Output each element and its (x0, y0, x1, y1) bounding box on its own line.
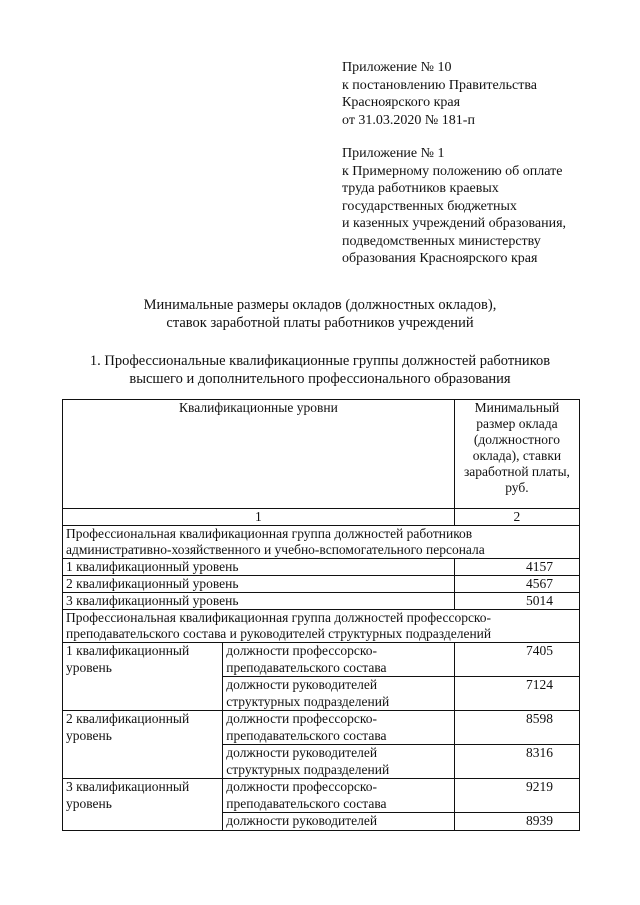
salary-value: 8939 (454, 813, 579, 831)
level-label: 1 квалификационный уровень (63, 559, 455, 576)
table-row (63, 643, 580, 677)
level-label: 2 квалификационный уровень (63, 576, 455, 593)
column-number-2: 2 (454, 509, 579, 526)
appendix-10-block (342, 59, 602, 129)
column-number-1: 1 (63, 509, 455, 526)
section-title (0, 352, 640, 388)
salary-value: 8598 (454, 711, 579, 745)
appendix-1-line: подведомственных министерству (342, 233, 541, 249)
salary-value: 9219 (454, 779, 579, 813)
table-header-row (63, 400, 580, 509)
salary-table (62, 399, 580, 831)
level-label: 2 квалификационный уровень (63, 711, 223, 779)
position-label: должности профессорско-преподавательского состава (223, 711, 455, 745)
table-row (63, 593, 580, 610)
appendix-10-line: Красноярского края (342, 95, 461, 110)
appendix-10-line: к постановлению Правительства (342, 77, 538, 93)
document-title-line: Минимальные размеры окладов (должностных окладов), (143, 297, 497, 313)
salary-value: 4567 (454, 576, 579, 593)
level-label: 3 квалификационный уровень (63, 593, 455, 610)
column-number-row (63, 509, 580, 526)
salary-value: 8316 (454, 745, 579, 779)
position-label: должности руководителей структурных подразделений (223, 677, 455, 711)
position-label: должности руководителей структурных подразделений (223, 745, 455, 779)
section-title-line: высшего и дополнительного профессионального образования (129, 371, 511, 387)
appendix-1-line: образования Красноярского края (342, 251, 538, 266)
appendix-1-line: труда работников краевых (342, 181, 499, 196)
document-title-line: ставок заработной платы работников учреждений (166, 315, 474, 331)
group-2-title: Профессиональная квалификационная группа должностей профессорско-преподавательского состава и руководителей структурных подразделений (63, 610, 580, 643)
group-title-row (63, 526, 580, 559)
group-1-title: Профессиональная квалификационная группа должностей работников административно-хозяйственного и учебно-вспомогательного персонала (63, 526, 580, 559)
table-row (63, 559, 580, 576)
position-label: должности профессорско-преподавательского состава (223, 779, 455, 813)
document-title (0, 296, 640, 332)
salary-value: 7405 (454, 643, 579, 677)
header-salary: Минимальный размер оклада (должностного оклада), ставки заработной платы, руб. (454, 400, 579, 509)
level-label: 3 квалификационный уровень (63, 779, 223, 831)
appendix-1-line: и казенных учреждений образования, (342, 216, 567, 231)
appendix-1-line: к Примерному положению об оплате (342, 163, 563, 179)
position-label: должности руководителей (223, 813, 455, 831)
table-row (63, 711, 580, 745)
group-title-row (63, 610, 580, 643)
appendix-1-line: государственных бюджетных (342, 198, 517, 214)
salary-value: 7124 (454, 677, 579, 711)
salary-value: 4157 (454, 559, 579, 576)
table-row (63, 576, 580, 593)
appendix-10-line: от 31.03.2020 № 181-п (342, 112, 475, 128)
header-levels: Квалификационные уровни (63, 400, 455, 509)
salary-value: 5014 (454, 593, 579, 610)
section-title-line: 1. Профессиональные квалификационные группы должностей работников (89, 353, 551, 369)
table-row (63, 779, 580, 813)
position-label: должности профессорско-преподавательского состава (223, 643, 455, 677)
level-label: 1 квалификационный уровень (63, 643, 223, 711)
appendix-1-line: Приложение № 1 (342, 146, 445, 161)
appendix-1-block (342, 145, 602, 268)
appendix-10-line: Приложение № 10 (342, 60, 452, 75)
